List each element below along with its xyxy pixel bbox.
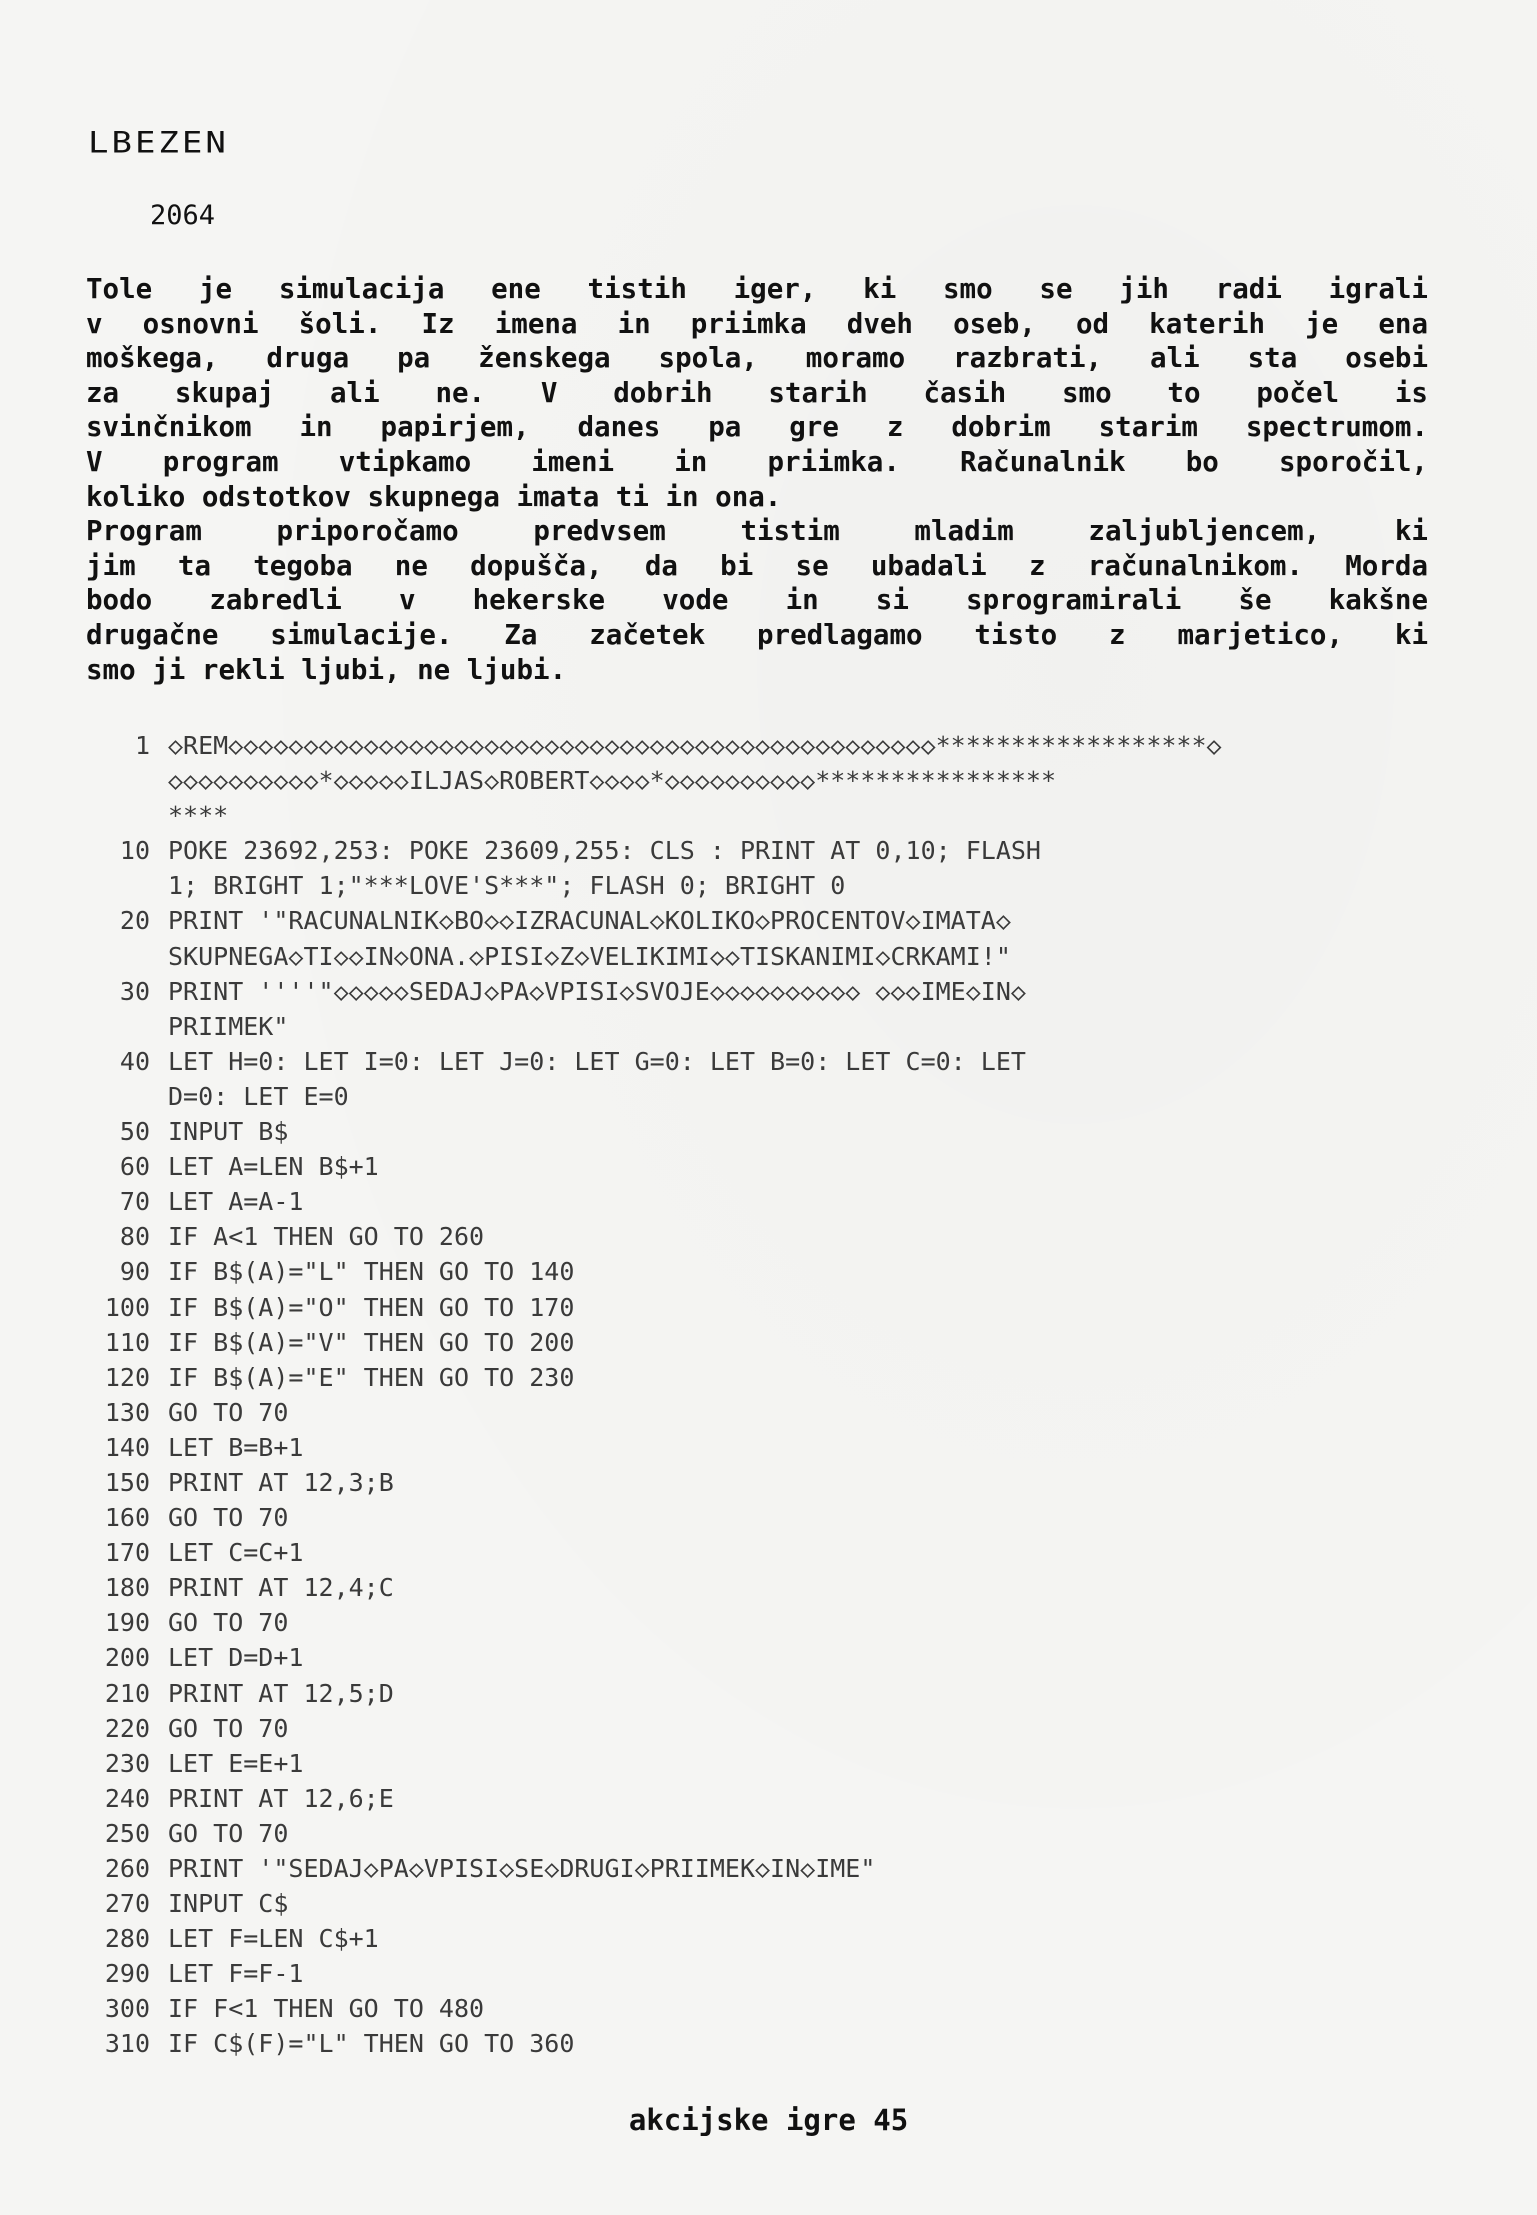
line-number [72, 1079, 168, 1114]
line-number [72, 939, 168, 974]
line-code: LET A=LEN B$+1 [168, 1152, 379, 1182]
line-code: IF C$(F)="L" THEN GO TO 360 [168, 2029, 575, 2059]
intro-line: svinčnikom in papirjem, danes pa gre z dobrim starim spectrumom. [86, 411, 1428, 444]
line-number: 30 [119, 976, 150, 1006]
line-number: 110 [104, 1327, 150, 1357]
line-number: 180 [104, 1573, 150, 1603]
line-number: 220 [104, 1713, 150, 1743]
line-number: 250 [104, 1818, 150, 1848]
line-number: 70 [119, 1187, 150, 1217]
listing-line [72, 1640, 1442, 1675]
listing-line [72, 1886, 1442, 1921]
line-code: LET C=C+1 [168, 1538, 304, 1568]
listing-line [72, 903, 1442, 938]
listing-line [72, 728, 1442, 763]
line-code: INPUT C$ [168, 1889, 289, 1919]
line-code: D=0: LET E=0 [168, 1081, 349, 1111]
intro-line: bodo zabredli v hekerske vode in si sprogramirali še kakšne [86, 584, 1428, 617]
listing-line [72, 1851, 1442, 1886]
line-number: 290 [104, 1959, 150, 1989]
intro-line: koliko odstotkov skupnega imata ti in ona. [86, 480, 782, 513]
intro-line: jim ta tegoba ne dopušča, da bi se ubadali z računalnikom. Morda [86, 549, 1428, 582]
line-number: 60 [119, 1152, 150, 1182]
intro-line: V program vtipkamo imeni in priimka. Računalnik bo sporočil, [86, 445, 1428, 478]
intro-line: Program priporočamo predvsem tistim mladim zaljubljencem, ki [86, 515, 1428, 548]
line-number [72, 763, 168, 798]
line-code: GO TO 70 [168, 1397, 289, 1427]
listing-line [72, 1044, 1442, 1079]
line-code: IF F<1 THEN GO TO 480 [168, 1994, 485, 2024]
intro-line: smo ji rekli ljubi, ne ljubi. [86, 653, 567, 686]
line-code: LET D=D+1 [168, 1643, 304, 1673]
line-code: IF B$(A)="E" THEN GO TO 230 [168, 1362, 575, 1392]
line-number: 40 [119, 1046, 150, 1076]
line-code: PRINT '"RACUNALNIK◇BO◇◇IZRACUNAL◇KOLIKO◇PROCENTOV◇IMATA◇ [168, 906, 1011, 936]
line-number: 150 [104, 1467, 150, 1497]
listing-line [72, 1430, 1442, 1465]
line-number: 10 [119, 836, 150, 866]
line-code: GO TO 70 [168, 1608, 289, 1638]
listing-line [72, 1114, 1442, 1149]
line-code: LET A=A-1 [168, 1187, 304, 1217]
line-number: 160 [104, 1503, 150, 1533]
intro-line: za skupaj ali ne. V dobrih starih časih smo to počel is [86, 376, 1428, 409]
listing-line [72, 939, 1442, 974]
listing-line [72, 1395, 1442, 1430]
basic-listing [72, 728, 1442, 2062]
line-code: INPUT B$ [168, 1117, 289, 1147]
line-code: IF B$(A)="V" THEN GO TO 200 [168, 1327, 575, 1357]
intro-line: moškega, druga pa ženskega spola, moramo razbrati, ali sta osebi [86, 342, 1428, 375]
listing-line [72, 1605, 1442, 1640]
listing-line [72, 763, 1442, 798]
intro-line: Tole je simulacija ene tistih iger, ki smo se jih radi igrali [86, 273, 1428, 305]
line-number: 190 [104, 1608, 150, 1638]
listing-line [72, 1746, 1442, 1781]
program-number: 2064 [150, 200, 216, 231]
line-number: 230 [104, 1748, 150, 1778]
line-code: LET F=LEN C$+1 [168, 1924, 379, 1954]
listing-line [72, 1009, 1442, 1044]
line-code: GO TO 70 [168, 1503, 289, 1533]
line-number: 140 [104, 1432, 150, 1462]
listing-line [72, 1254, 1442, 1289]
line-code: LET B=B+1 [168, 1432, 304, 1462]
line-number: 130 [104, 1397, 150, 1427]
line-number [72, 868, 168, 903]
line-number: 210 [104, 1678, 150, 1708]
line-code: LET H=0: LET I=0: LET J=0: LET G=0: LET B=0: LET C=0: LET [168, 1046, 1026, 1076]
listing-line [72, 974, 1442, 1009]
page-footer: akcijske igre 45 [628, 2103, 909, 2137]
listing-line [72, 1290, 1442, 1325]
listing-line [72, 1921, 1442, 1956]
listing-line [72, 1781, 1442, 1816]
line-number: 170 [104, 1538, 150, 1568]
line-number [72, 798, 168, 833]
line-number: 90 [119, 1257, 150, 1287]
line-number: 80 [119, 1222, 150, 1252]
intro-text [86, 272, 1428, 687]
listing-line [72, 1535, 1442, 1570]
program-title: LBEZEN [88, 126, 229, 160]
listing-line [72, 1184, 1442, 1219]
line-code: PRINT ''''"◇◇◇◇◇SEDAJ◇PA◇VPISI◇SVOJE◇◇◇◇◇◇◇◇◇◇ ◇◇◇IME◇IN◇ [168, 976, 1026, 1006]
line-code: PRINT AT 12,6;E [168, 1783, 394, 1813]
line-code: ◇REM◇◇◇◇◇◇◇◇◇◇◇◇◇◇◇◇◇◇◇◇◇◇◇◇◇◇◇◇◇◇◇◇◇◇◇◇◇◇◇◇◇◇◇◇◇◇◇******************◇ [168, 731, 1222, 760]
listing-line [72, 1676, 1442, 1711]
line-number: 20 [119, 906, 150, 936]
line-number: 100 [104, 1292, 150, 1322]
line-code: GO TO 70 [168, 1713, 289, 1743]
line-code: PRINT '"SEDAJ◇PA◇VPISI◇SE◇DRUGI◇PRIIMEK◇IN◇IME" [168, 1854, 876, 1883]
line-code: 1; BRIGHT 1;"***LOVE'S***"; FLASH 0; BRIGHT 0 [168, 871, 846, 901]
line-number: 280 [104, 1924, 150, 1954]
listing-line [72, 1956, 1442, 1991]
line-number: 260 [104, 1854, 150, 1883]
line-number: 310 [104, 2029, 150, 2059]
line-code: ◇◇◇◇◇◇◇◇◇◇*◇◇◇◇◇ILJAS◇ROBERT◇◇◇◇*◇◇◇◇◇◇◇◇◇◇**************** [168, 766, 1057, 796]
listing-line [72, 798, 1442, 833]
listing-line [72, 1360, 1442, 1395]
line-code: LET F=F-1 [168, 1959, 304, 1989]
line-number: 240 [104, 1783, 150, 1813]
listing-line [72, 1570, 1442, 1605]
line-number: 120 [104, 1362, 150, 1392]
line-code: IF B$(A)="L" THEN GO TO 140 [168, 1257, 575, 1287]
line-number: 270 [104, 1889, 150, 1919]
line-code: GO TO 70 [168, 1818, 289, 1848]
listing-line [72, 1325, 1442, 1360]
listing-line [72, 833, 1442, 868]
line-code: POKE 23692,253: POKE 23609,255: CLS : PRINT AT 0,10; FLASH [168, 836, 1041, 866]
line-code: IF A<1 THEN GO TO 260 [168, 1222, 485, 1252]
listing-line [72, 1711, 1442, 1746]
listing-line [72, 1079, 1442, 1114]
line-code: PRINT AT 12,4;C [168, 1573, 394, 1603]
line-number: 300 [104, 1994, 150, 2024]
line-number [72, 1009, 168, 1044]
listing-line [72, 1149, 1442, 1184]
listing-line [72, 1219, 1442, 1254]
line-code: PRINT AT 12,5;D [168, 1678, 394, 1708]
listing-line [72, 1816, 1442, 1851]
line-number: 1 [134, 731, 150, 760]
intro-line: v osnovni šoli. Iz imena in priimka dveh oseb, od katerih je ena [86, 307, 1428, 340]
line-code: LET E=E+1 [168, 1748, 304, 1778]
line-code: **** [168, 801, 229, 831]
listing-line [72, 868, 1442, 903]
listing-line [72, 1500, 1442, 1535]
line-number: 50 [119, 1117, 150, 1147]
line-code: IF B$(A)="O" THEN GO TO 170 [168, 1292, 575, 1322]
listing-line [72, 1991, 1442, 2026]
listing-line [72, 2026, 1442, 2061]
line-code: PRIIMEK" [168, 1011, 289, 1041]
line-number: 200 [104, 1643, 150, 1673]
intro-line: drugačne simulacije. Za začetek predlagamo tisto z marjetico, ki [86, 618, 1428, 651]
line-code: SKUPNEGA◇TI◇◇IN◇ONA.◇PISI◇Z◇VELIKIMI◇◇TISKANIMI◇CRKAMI!" [168, 941, 1011, 971]
listing-line [72, 1465, 1442, 1500]
line-code: PRINT AT 12,3;B [168, 1467, 394, 1497]
